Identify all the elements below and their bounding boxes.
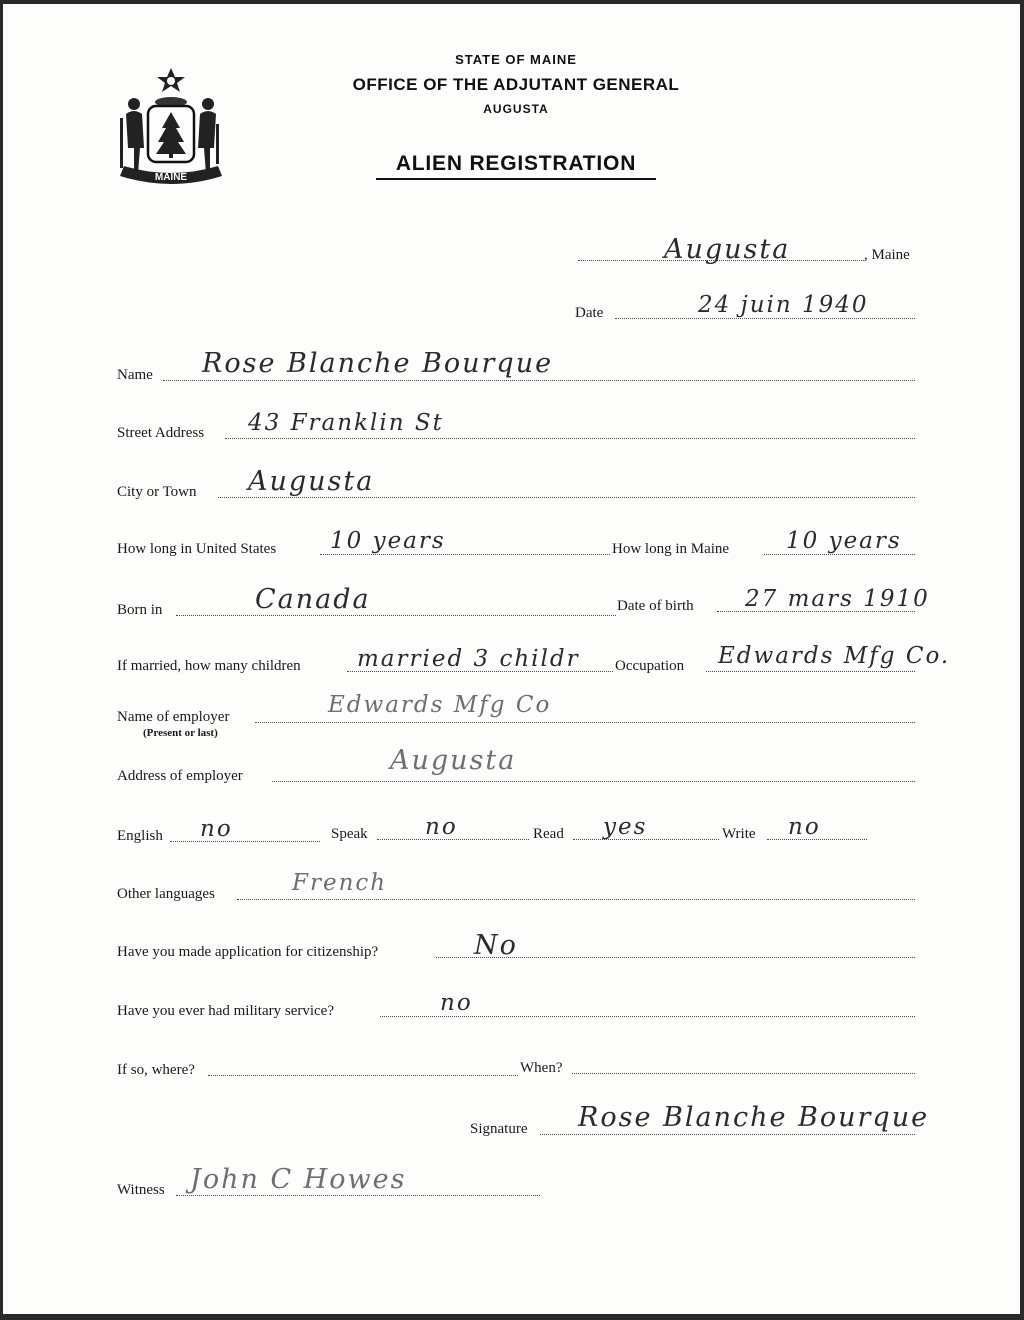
employer-address-label: Address of employer: [117, 768, 243, 784]
street-value: 43 Franklin St: [248, 410, 444, 436]
citizenship-value: No: [474, 930, 518, 961]
date-label: Date: [575, 305, 604, 321]
employer-line: [255, 722, 915, 723]
city-line: [218, 497, 915, 498]
born-in-line: [176, 615, 616, 616]
read-value: yes: [603, 814, 648, 840]
occupation-line: [706, 671, 915, 672]
citizenship-label: Have you made application for citizenship?: [117, 944, 379, 960]
when-label: When?: [520, 1060, 563, 1076]
scan-edge-bottom: [0, 1314, 1024, 1320]
city-value: Augusta: [248, 466, 375, 497]
street-line: [225, 438, 915, 439]
city-label: City or Town: [117, 484, 197, 500]
signature-value: Rose Blanche Bourque: [578, 1102, 930, 1133]
name-value: Rose Blanche Bourque: [202, 348, 554, 379]
other-languages-label: Other languages: [117, 886, 215, 902]
date-line: [615, 318, 915, 319]
name-label: Name: [117, 367, 153, 383]
speak-label: Speak: [331, 826, 368, 842]
employer-address-line: [272, 781, 915, 782]
dob-value: 27 mars 1910: [745, 586, 930, 612]
witness-label: Witness: [117, 1182, 165, 1198]
dob-label: Date of birth: [617, 598, 694, 614]
english-line: [170, 841, 320, 842]
employer-sublabel: (Present or last): [143, 727, 218, 739]
scan-edge-left: [0, 0, 3, 1320]
place-value: Augusta: [664, 234, 791, 265]
english-label: English: [117, 828, 163, 844]
signature-line: [540, 1134, 915, 1135]
employer-address-value: Augusta: [390, 745, 517, 776]
speak-value: no: [425, 814, 458, 840]
occupation-label: Occupation: [615, 658, 685, 674]
maine-duration-value: 10 years: [786, 528, 902, 554]
maine-duration-line: [764, 554, 915, 555]
write-value: no: [788, 814, 821, 840]
seal-text: MAINE: [154, 172, 188, 183]
military-line: [380, 1016, 915, 1017]
other-languages-value: French: [292, 870, 388, 896]
witness-line: [176, 1195, 540, 1196]
occupation-value: Edwards Mfg Co.: [718, 643, 951, 669]
maine-duration-label: How long in Maine: [612, 541, 730, 557]
header-city: AUGUSTA: [483, 102, 549, 116]
where-label: If so, where?: [117, 1062, 195, 1078]
scan-edge-right: [1020, 0, 1024, 1320]
military-value: no: [440, 990, 473, 1016]
write-label: Write: [722, 826, 756, 842]
form-title: ALIEN REGISTRATION: [395, 152, 637, 175]
street-label: Street Address: [117, 425, 205, 441]
header-office: OFFICE OF THE ADJUTANT GENERAL: [352, 75, 680, 94]
scan-edge-top: [0, 0, 1024, 4]
signature-label: Signature: [470, 1121, 528, 1137]
when-line: [572, 1073, 915, 1074]
title-underline: [376, 178, 656, 180]
us-duration-line: [320, 554, 610, 555]
children-label: If married, how many children: [117, 658, 301, 674]
employer-label: Name of employer: [117, 709, 230, 725]
born-in-label: Born in: [117, 602, 163, 618]
employer-value: Edwards Mfg Co: [328, 692, 552, 718]
english-value: no: [200, 816, 233, 842]
military-label: Have you ever had military service?: [117, 1003, 334, 1019]
born-in-value: Canada: [255, 584, 371, 615]
header-state: STATE OF MAINE: [455, 52, 577, 67]
us-duration-value: 10 years: [330, 528, 446, 554]
where-line: [208, 1075, 518, 1076]
maine-label: , Maine: [864, 247, 910, 263]
children-value: married 3 childr: [357, 646, 580, 672]
date-value: 24 juin 1940: [698, 292, 869, 318]
witness-value: John C Howes: [190, 1164, 407, 1195]
us-duration-label: How long in United States: [117, 541, 277, 557]
name-line: [163, 380, 915, 381]
read-label: Read: [533, 826, 564, 842]
other-languages-line: [237, 899, 915, 900]
